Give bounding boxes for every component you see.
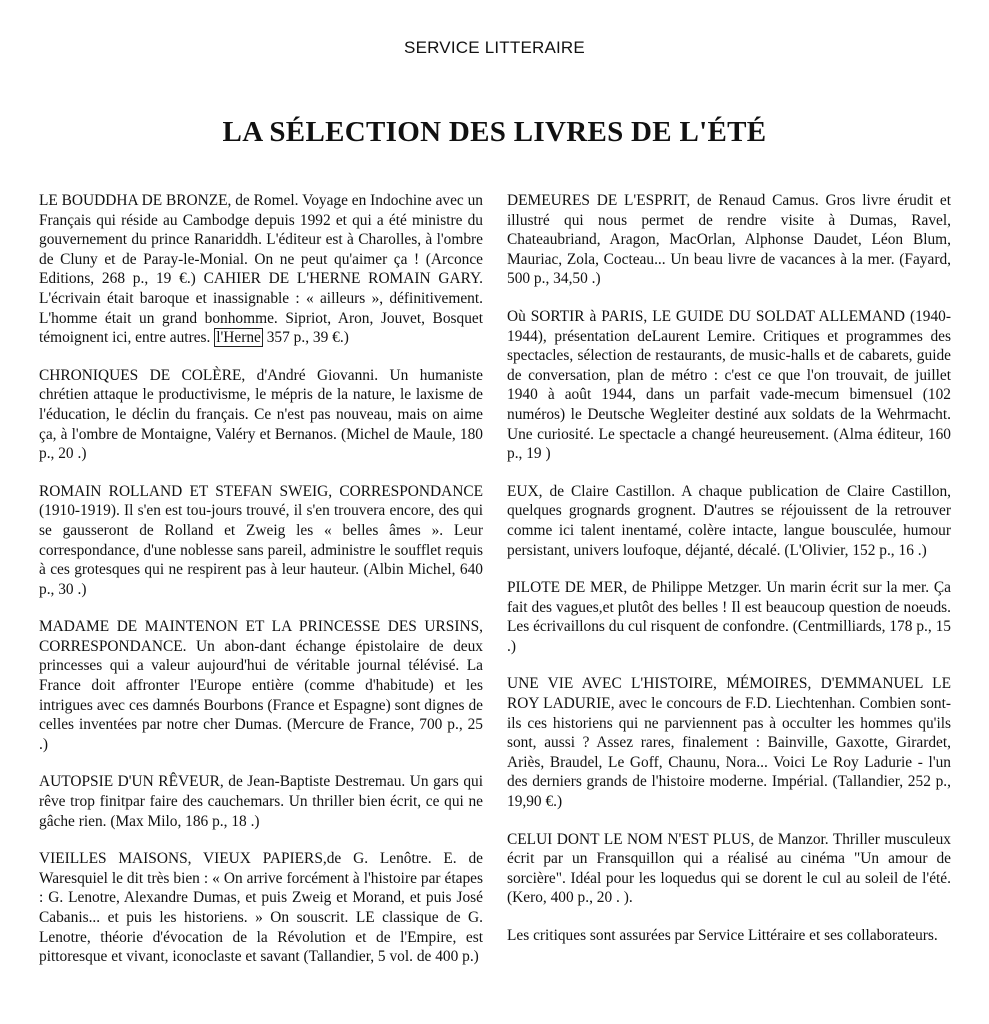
page-title: LA SÉLECTION DES LIVRES DE L'ÉTÉ [222, 116, 767, 148]
review-bouddha-herne [39, 191, 483, 348]
review-rolland-zweig: ROMAIN ROLLAND ET STEFAN SWEIG, CORRESPONDANCE (1910-1919). Il s'en est tou-jours trouvé, il s'en trouvera encore, des qui se gausseront de Rolland et Zweig les « belles âmes ». Leur correspondance, d'une noblesse sans pareil, administre le soufflet requis à ces grotesques qui ne respirent pas à leur hauteur. (Albin Michel, 640 p., 30 .) [39, 482, 483, 598]
review-text: LE BOUDDHA DE BRONZE, de Romel. Voyage en Indochine avec un Français qui réside au Cambodge depuis 1992 et qui a été ministre du gouvernement du prince Ranariddh. L'éditeur est à Charolles, à l'ombre de Cluny et de Paray-le-Monial. On ne peut qu'aimer ça ! (Arconce Editions, 268 p., 19 €.) CAHIER DE L'HERNE ROMAIN GARY. L'écrivain était baroque et inassignable : « ailleurs », définitivement. L'homme était un grand bonhomme. Sipriot, Aron, Jouvet, Bosquet témoignent ici, entre autres. [39, 192, 483, 347]
review-autopsie-reveur: AUTOPSIE D'UN RÊVEUR, de Jean-Baptiste Destremau. Un gars qui rêve trop finitpar faire des cauchemars. Un thriller bien écrit, ce qui ne gâche rien. (Max Milo, 186 p., 18 .) [39, 773, 483, 830]
review-ou-sortir-paris: Où SORTIR à PARIS, LE GUIDE DU SOLDAT ALLEMAND (1940-1944), présentation deLaurent Lemire. Critiques et programmes des spectacles, sélection de restaurants, de music-halls et de cabarets, guide de conversation, plan de métro : c'est ce que l'on trouvait, de juillet 1940 à août 1944, dans un parfait vade-mecum bimensuel (102 numéros) le Deutsche Wegleiter destiné aux soldats de la Wehrmacht. Une curiosité. Le spectacle a changé heureusement. (Alma éditeur, 160 p., 19 ) [507, 307, 951, 463]
review-text-end: 357 p., 39 €.) [262, 329, 349, 347]
right-column [507, 191, 951, 964]
review-celui-dont-le-nom: CELUI DONT LE NOM N'EST PLUS, de Manzor. Thriller musculeux écrit par un Fransquillon qui a réalisé au cinéma "Un amour de sorcière". Idéal pour les loquedus qui se dorent le cul au soleil de l'été. (Kero, 400 p., 20 . ). [507, 830, 951, 907]
review-vie-avec-histoire: UNE VIE AVEC L'HISTOIRE, MÉMOIRES, D'EMMANUEL LE ROY LADURIE, avec le concours de F.D. Liechtenhan. Combien sont-ils ces historiens qui ne parviennent pas à occulter les hommes qu'ils sont, aussi ? Assez rares, finalement : Bainville, Gaxotte, Girardet, Ariès, Braudel, Le Goff, Chaunu, Nora... Voici Le Roy Ladurie - l'un des derniers grands de l'histoire moderne. Impérial. (Tallandier, 252 p., 19,90 €.) [507, 675, 951, 811]
review-vieilles-maisons: VIEILLES MAISONS, VIEUX PAPIERS,de G. Lenôtre. E. de Waresquiel le dit très bien : « On arrive forcément à l'histoire par étapes : G. Lenotre, Alexandre Dumas, et puis Zweig et Morand, et puis José Cabanis... et puis les historiens. » On souscrit. LE classique de G. Lenotre, théorie d'évocation de la Révolution et de l'Empire, est pittoresque et vivant, iconoclaste et savant (Tallandier, 5 vol. de 400 p.) [39, 850, 483, 966]
section-header: SERVICE LITTERAIRE [404, 38, 585, 57]
review-chroniques-colere: CHRONIQUES DE COLÈRE, d'André Giovanni. Un humaniste chrétien attaque le productivisme, le mépris de la nature, le laxisme de l'éducation, le déclin du français. Ce n'est pas nouveau, mais on aime ça, à l'ombre de Montaigne, Valéry et Bernanos. (Michel de Maule, 180 p., 20 .) [39, 366, 483, 463]
review-demeures-esprit: DEMEURES DE L'ESPRIT, de Renaud Camus. Gros livre érudit et illustré qui nous permet de rendre visite à Dumas, Ravel, Chateaubriand, Aragon, MacOrlan, Alphonse Daudet, Léon Blum, Mauriac, Zola, Cocteau... Un beau livre de vacances à la mer. (Fayard, 500 p., 34,50 .) [507, 192, 951, 288]
review-pilote-de-mer: PILOTE DE MER, de Philippe Metzger. Un marin écrit sur la mer. Ça fait des vagues,et plutôt des belles ! Il est beaucoup question de noeuds. Les écrivaillons du cul risquent de confondre. (Centmilliards, 178 p., 15 .) [507, 579, 951, 655]
credits-note: Les critiques sont assurées par Service Littéraire et ses collaborateurs. [507, 927, 938, 944]
left-column [39, 191, 483, 985]
review-eux: EUX, de Claire Castillon. A chaque publication de Claire Castillon, quelques grognards grognent. D'autres se réjouissent de la retrouver comme ici talent inentamé, colère intacte, langue bousculée, humour persistant, univers loufoque, déjanté, décalé. (L'Olivier, 152 p., 16 .) [507, 482, 951, 559]
review-maintenon-ursins: MADAME DE MAINTENON ET LA PRINCESSE DES URSINS, CORRESPONDANCE. Un abon-dant échange épistolaire de deux princesses qui a valeur aujourd'hui de véritable journal télévisé. La France doit affronter l'Europe entière (comme d'habitude) et les intrigues avec ces damnés Bourbons (France et Espagne) sont dignes de celles inventées par notre cher Dumas. (Mercure de France, 700 p., 25 .) [39, 618, 483, 753]
boxed-publisher: l'Herne [216, 329, 261, 347]
